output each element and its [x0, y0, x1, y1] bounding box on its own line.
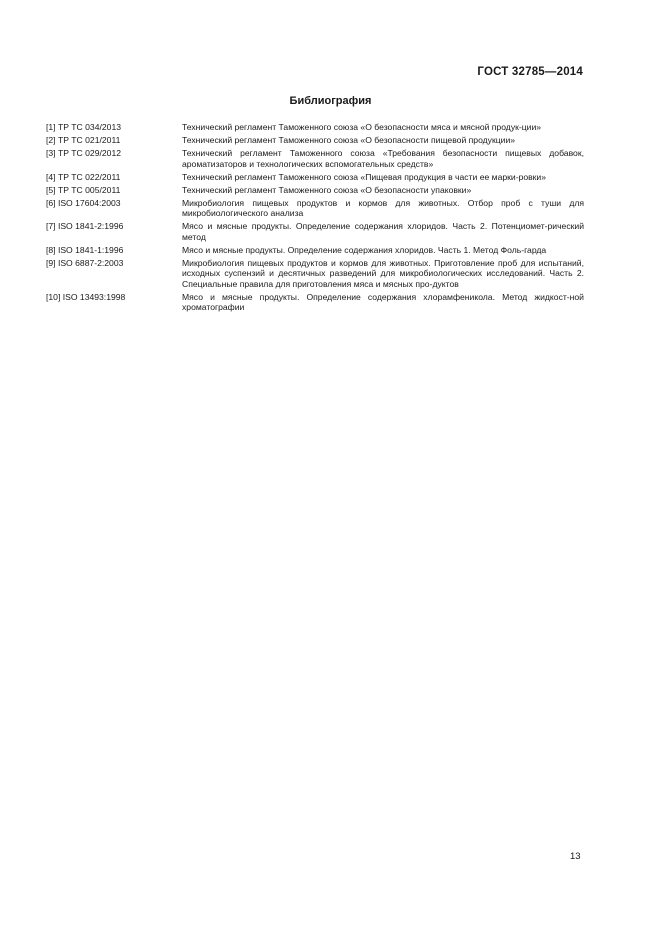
bibliography-entry: [46, 172, 584, 183]
entry-description: Технический регламент Таможенного союза «Требования безопасности пищевых добавок, ароматизаторов и технологических вспомогательных средств»: [182, 147, 584, 169]
bibliography-entry: [46, 122, 584, 133]
entry-reference: [2] ТР ТС 021/2011: [46, 134, 121, 145]
bibliography-entry: [46, 245, 584, 256]
bibliography-entry: [46, 198, 584, 219]
bibliography-entry: [46, 135, 584, 146]
entry-reference: [8] ISO 1841-1:1996: [46, 244, 124, 255]
bibliography-list: [46, 122, 584, 315]
entry-reference: [9] ISO 6887-2:2003: [46, 257, 124, 268]
entry-description: Мясо и мясные продукты. Определение содержания хлоридов. Часть 1. Метод Фоль-гарда: [182, 244, 547, 255]
entry-reference: [10] ISO 13493:1998: [46, 291, 126, 302]
bibliography-entry: [46, 148, 584, 169]
entry-description: Технический регламент Таможенного союза «Пищевая продукция в части ее марки-ровки»: [182, 171, 547, 182]
bibliography-entry: [46, 292, 584, 313]
entry-description: Технический регламент Таможенного союза «О безопасности упаковки»: [182, 184, 472, 195]
entry-reference: [1] ТР ТС 034/2013: [46, 122, 121, 132]
document-id: ГОСТ 32785—2014: [477, 66, 583, 78]
entry-description: Микробиология пищевых продуктов и кормов для животных. Приготовление проб для испытаний, исходных суспензий и десятичных разведений для микробиологических исследований. Часть 2. Специальные правила для приготовления мяса и мясных про-дуктов: [182, 257, 584, 289]
bibliography-entry: [46, 221, 584, 242]
entry-description: Технический регламент Таможенного союза «О безопасности мяса и мясной продук-ции»: [182, 122, 542, 132]
section-title: Библиография: [289, 95, 372, 107]
entry-reference: [7] ISO 1841-2:1996: [46, 221, 124, 232]
entry-description: Технический регламент Таможенного союза «О безопасности пищевой продукции»: [182, 134, 516, 145]
entry-description: Мясо и мясные продукты. Определение содержания хлоридов. Часть 2. Потенциомет-рический метод: [182, 221, 584, 242]
entry-reference: [5] ТР ТС 005/2011: [46, 184, 121, 195]
bibliography-entry: [46, 185, 584, 196]
entry-reference: [3] ТР ТС 029/2012: [46, 147, 121, 158]
page-number: 13: [570, 851, 581, 862]
entry-reference: [4] ТР ТС 022/2011: [46, 171, 121, 182]
bibliography-entry: [46, 258, 584, 290]
entry-description: Микробиология пищевых продуктов и кормов для животных. Отбор проб с туши для микробиологического анализа: [182, 197, 584, 219]
entry-description: Мясо и мясные продукты. Определение содержания хлорамфеникола. Метод жидкост-ной хроматографии: [182, 291, 584, 313]
entry-reference: [6] ISO 17604:2003: [46, 197, 121, 208]
